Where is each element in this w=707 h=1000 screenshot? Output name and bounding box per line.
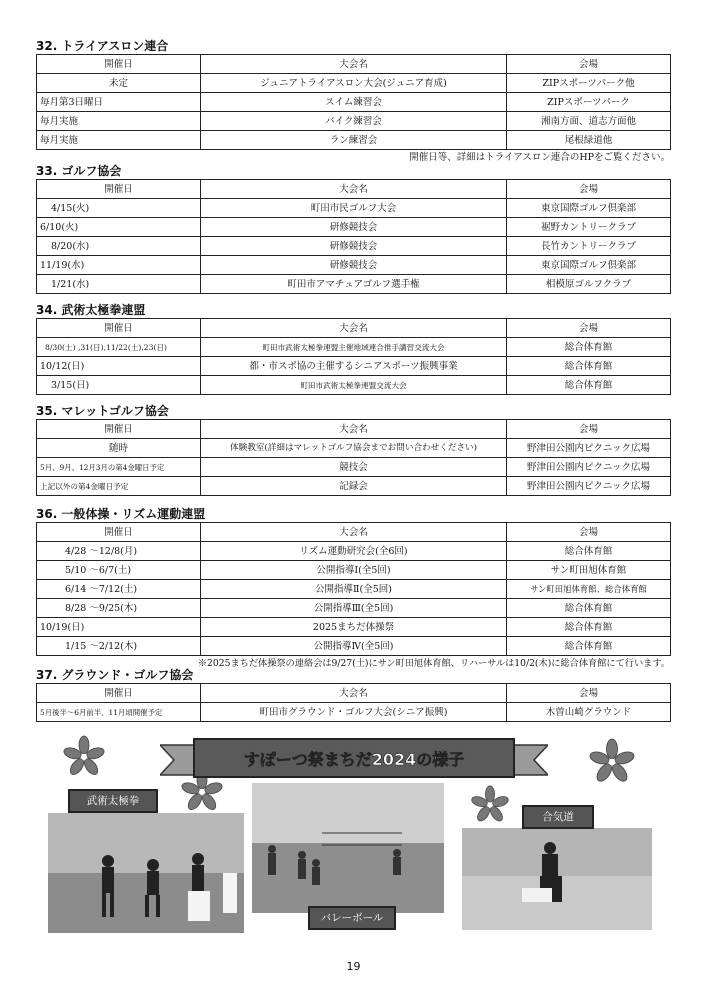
event-cell: 記録会 [201, 477, 507, 496]
table-header-row [37, 55, 671, 74]
date-cell: 10/19(日) [37, 618, 201, 637]
event-cell: ジュニアトライアスロン大会(ジュニア育成) [201, 74, 507, 93]
venue-cell: 東京国際ゴルフ倶楽部 [507, 256, 671, 275]
section-golf [36, 163, 670, 294]
table-header-row [37, 180, 671, 199]
table-row [37, 561, 671, 580]
header-venue: 会場 [507, 684, 671, 703]
header-event: 大会名 [201, 684, 507, 703]
venue-cell: 長竹カントリークラブ [507, 237, 671, 256]
header-event: 大会名 [201, 523, 507, 542]
venue-cell: 野津田公園内ピクニック広場 [507, 477, 671, 496]
section-title: 33. ゴルフ協会 [36, 164, 122, 178]
event-cell: 町田市民ゴルフ大会 [201, 199, 507, 218]
venue-cell: 総合体育館 [507, 376, 671, 395]
section-taikyokuken [36, 302, 670, 395]
date-cell: 毎月第3日曜日 [37, 93, 201, 112]
header-date: 開催日 [37, 180, 201, 199]
venue-cell: 野津田公園内ピクニック広場 [507, 458, 671, 477]
table-row [37, 477, 671, 496]
table-row [37, 703, 671, 722]
event-cell: 公開指導Ⅱ(全5回) [201, 580, 507, 599]
date-cell: 5月、9月、12月3月の第4金曜日予定 [37, 458, 201, 477]
event-cell: 町田市グラウンド・ゴルフ大会(シニア振興) [201, 703, 507, 722]
table-header-row [37, 420, 671, 439]
event-table [36, 179, 671, 294]
header-venue: 会場 [507, 523, 671, 542]
date-cell: 6/10(火) [37, 218, 201, 237]
table-row [37, 112, 671, 131]
event-cell: ラン練習会 [201, 131, 507, 150]
event-cell: 町田市武術太極拳連盟交流大会 [201, 376, 507, 395]
table-row [37, 74, 671, 93]
table-row [37, 93, 671, 112]
venue-cell: 総合体育館 [507, 637, 671, 656]
event-cell: バイク練習会 [201, 112, 507, 131]
table-header-row [37, 684, 671, 703]
date-cell: 3/15(日) [37, 376, 201, 395]
table-header-row [37, 523, 671, 542]
section-title: 36. 一般体操・リズム運動連盟 [36, 507, 206, 521]
event-cell: 研修競技会 [201, 256, 507, 275]
venue-cell: 総合体育館 [507, 357, 671, 376]
flower-icon [62, 735, 106, 779]
table-row [37, 275, 671, 294]
date-cell: 5月後半～6月前半、11月頃開催予定 [37, 703, 201, 722]
page-number: 19 [346, 960, 361, 973]
event-cell: 町田市アマチュアゴルフ選手権 [201, 275, 507, 294]
section-ground-golf [36, 667, 670, 722]
header-date: 開催日 [37, 420, 201, 439]
section-note: 開催日等、詳細はトライアスロン連合のHPをご覧ください。 [409, 152, 670, 163]
section-mallet-golf [36, 403, 670, 496]
venue-cell: 総合体育館 [507, 338, 671, 357]
header-date: 開催日 [37, 319, 201, 338]
event-cell: 町田市武術太極拳連盟主催地域連合推手講習交流大会 [201, 338, 507, 357]
venue-cell: 尾根緑道他 [507, 131, 671, 150]
event-banner [160, 737, 548, 783]
section-note: ※2025まちだ体操祭の連絡会は9/27(土)にサン町田旭体育館、リハーサルは10/2(木)に総合体育館にて行います。 [197, 658, 670, 669]
header-date: 開催日 [37, 684, 201, 703]
event-table [36, 54, 671, 150]
table-row [37, 376, 671, 395]
venue-cell: サン町田旭体育館、総合体育館 [507, 580, 671, 599]
section-title: 34. 武術太極拳連盟 [36, 303, 146, 317]
header-venue: 会場 [507, 55, 671, 74]
table-row [37, 618, 671, 637]
date-cell: 1/15 ～2/12(木) [37, 637, 201, 656]
event-cell: 公開指導Ⅲ(全5回) [201, 599, 507, 618]
section-title: 32. トライアスロン連合 [36, 39, 169, 53]
table-row [37, 458, 671, 477]
people-illustration [48, 813, 244, 933]
header-event: 大会名 [201, 420, 507, 439]
event-cell: 研修競技会 [201, 237, 507, 256]
event-cell: 2025まちだ体操祭 [201, 618, 507, 637]
section-title: 35. マレットゴルフ協会 [36, 404, 169, 418]
event-cell: 公開指導Ⅳ(全5回) [201, 637, 507, 656]
venue-cell: 裾野カントリークラブ [507, 218, 671, 237]
table-row [37, 199, 671, 218]
gym-illustration [252, 783, 444, 913]
date-cell: 随時 [37, 439, 201, 458]
section-triathlon [36, 38, 670, 165]
date-cell: 6/14 ～7/12(土) [37, 580, 201, 599]
section-title: 37. グラウンド・ゴルフ協会 [36, 668, 194, 682]
header-date: 開催日 [37, 523, 201, 542]
event-cell: 体験教室(詳細はマレットゴルフ協会までお問い合わせください) [201, 439, 507, 458]
table-row [37, 338, 671, 357]
table-row [37, 599, 671, 618]
date-cell: 11/19(水) [37, 256, 201, 275]
section-gymnastics [36, 506, 670, 671]
photo-aikido [462, 828, 652, 930]
date-cell: 4/15(火) [37, 199, 201, 218]
banner-title: すぽーつ祭まちだ2024の様子 [243, 750, 465, 769]
table-row [37, 131, 671, 150]
date-cell: 上記以外の第4金曜日予定 [37, 477, 201, 496]
event-cell: 競技会 [201, 458, 507, 477]
venue-cell: 木曽山崎グラウンド [507, 703, 671, 722]
date-cell: 毎月実施 [37, 112, 201, 131]
header-venue: 会場 [507, 180, 671, 199]
venue-cell: サン町田旭体育館 [507, 561, 671, 580]
event-table [36, 419, 671, 496]
event-table [36, 318, 671, 395]
event-cell: 公開指導Ⅰ(全5回) [201, 561, 507, 580]
venue-cell: 相模原ゴルフクラブ [507, 275, 671, 294]
venue-cell: ZIPスポーツパーク [507, 93, 671, 112]
header-venue: 会場 [507, 319, 671, 338]
caption-taikyoku: 武術太極拳 [68, 789, 158, 813]
table-row [37, 218, 671, 237]
flower-icon [588, 738, 636, 786]
date-cell: 10/12(日) [37, 357, 201, 376]
table-row [37, 256, 671, 275]
dojo-illustration [462, 828, 652, 930]
table-row [37, 637, 671, 656]
venue-cell: 総合体育館 [507, 599, 671, 618]
date-cell: 8/28 ～9/25(木) [37, 599, 201, 618]
event-cell: リズム運動研究会(全6回) [201, 542, 507, 561]
event-table [36, 522, 671, 656]
photo-volleyball [252, 783, 444, 913]
table-row [37, 580, 671, 599]
event-table [36, 683, 671, 722]
header-event: 大会名 [201, 319, 507, 338]
header-event: 大会名 [201, 180, 507, 199]
date-cell: 5/10 ～6/7(土) [37, 561, 201, 580]
table-row [37, 357, 671, 376]
venue-cell: 湘南方面、道志方面他 [507, 112, 671, 131]
date-cell: 1/21(水) [37, 275, 201, 294]
photo-taikyoku [48, 813, 244, 933]
event-cell: 都・市スポ協の主催するシニアスポーツ振興事業 [201, 357, 507, 376]
venue-cell: ZIPスポーツパーク他 [507, 74, 671, 93]
table-row [37, 439, 671, 458]
table-header-row [37, 319, 671, 338]
caption-volleyball: バレーボール [308, 906, 396, 930]
date-cell: 毎月実施 [37, 131, 201, 150]
table-row [37, 237, 671, 256]
flower-icon [470, 785, 510, 825]
date-cell: 8/30(土) ,31(日),11/22(土),23(日) [37, 338, 201, 357]
header-date: 開催日 [37, 55, 201, 74]
table-row [37, 542, 671, 561]
venue-cell: 総合体育館 [507, 542, 671, 561]
caption-aikido: 合気道 [522, 805, 594, 829]
header-venue: 会場 [507, 420, 671, 439]
venue-cell: 総合体育館 [507, 618, 671, 637]
event-cell: スイム練習会 [201, 93, 507, 112]
date-cell: 4/28 ～12/8(月) [37, 542, 201, 561]
event-cell: 研修競技会 [201, 218, 507, 237]
header-event: 大会名 [201, 55, 507, 74]
venue-cell: 野津田公園内ピクニック広場 [507, 439, 671, 458]
venue-cell: 東京国際ゴルフ倶楽部 [507, 199, 671, 218]
date-cell: 8/20(水) [37, 237, 201, 256]
date-cell: 未定 [37, 74, 201, 93]
